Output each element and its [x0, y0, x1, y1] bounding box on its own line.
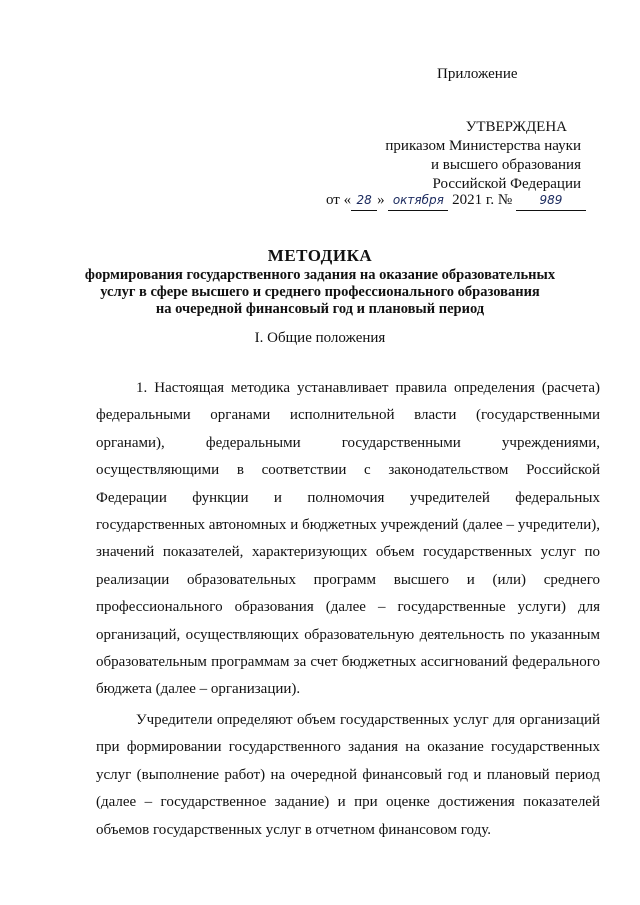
- section-heading: I. Общие положения: [254, 330, 386, 346]
- order-prefix: от «: [326, 192, 352, 208]
- approval-line-1: приказом Министерства науки: [385, 138, 581, 154]
- order-mid: »: [377, 192, 385, 208]
- document-subtitle-line-3: на очередной финансовый год и плановый период: [155, 301, 485, 317]
- approval-line-3: Российской Федерации: [432, 176, 581, 192]
- paragraph-2: Учредители определяют объем государственных услуг для организаций при формировании государственного задания на оказание государственных услуг (выполнение работ) на очередной финансовый год и плановый период (далее – государственное задание) и при оценке достижения показателей объемов государственных услуг в отчетном финансовом году.: [96, 711, 600, 838]
- paragraph-1: 1. Настоящая методика устанавливает правила определения (расчета) федеральными органами исполнительной власти (государственными органами), федеральными государственными учреждениями, осуществляющими в соответствии с законодательством Российской Федерации функции и полномочия учредителей федеральных государственных автономных и бюджетных учреждений (далее – учредители), значений показателей, характеризующих объем государственных услуг по реализации образовательных программ высшего и (или) среднего профессионального образования (далее – государственные услуги) для организаций, осуществляющих образовательную деятельность по указанным образовательным программам за счет бюджетных ассигнований федерального бюджета (далее – организации).: [96, 380, 600, 698]
- appendix-label: Приложение: [437, 66, 518, 82]
- order-year: 2021 г. №: [452, 192, 513, 208]
- order-day-handwritten: 28: [351, 190, 377, 211]
- document-title: МЕТОДИКА: [267, 246, 373, 265]
- document-subtitle-line-1: формирования государственного задания на оказание образовательных: [84, 267, 556, 283]
- document-subtitle-line-2: услуг в сфере высшего и среднего профессионального образования: [100, 284, 540, 300]
- order-month-handwritten: октября: [388, 190, 448, 211]
- order-date-number: [326, 190, 586, 211]
- order-number-handwritten: 989: [516, 190, 586, 211]
- document-title-block: [40, 245, 600, 318]
- approved-stamp-text: УТВЕРЖДЕНА: [465, 119, 567, 135]
- approval-block: [321, 118, 581, 194]
- document-body: [96, 375, 600, 844]
- approval-line-2: и высшего образования: [431, 157, 581, 173]
